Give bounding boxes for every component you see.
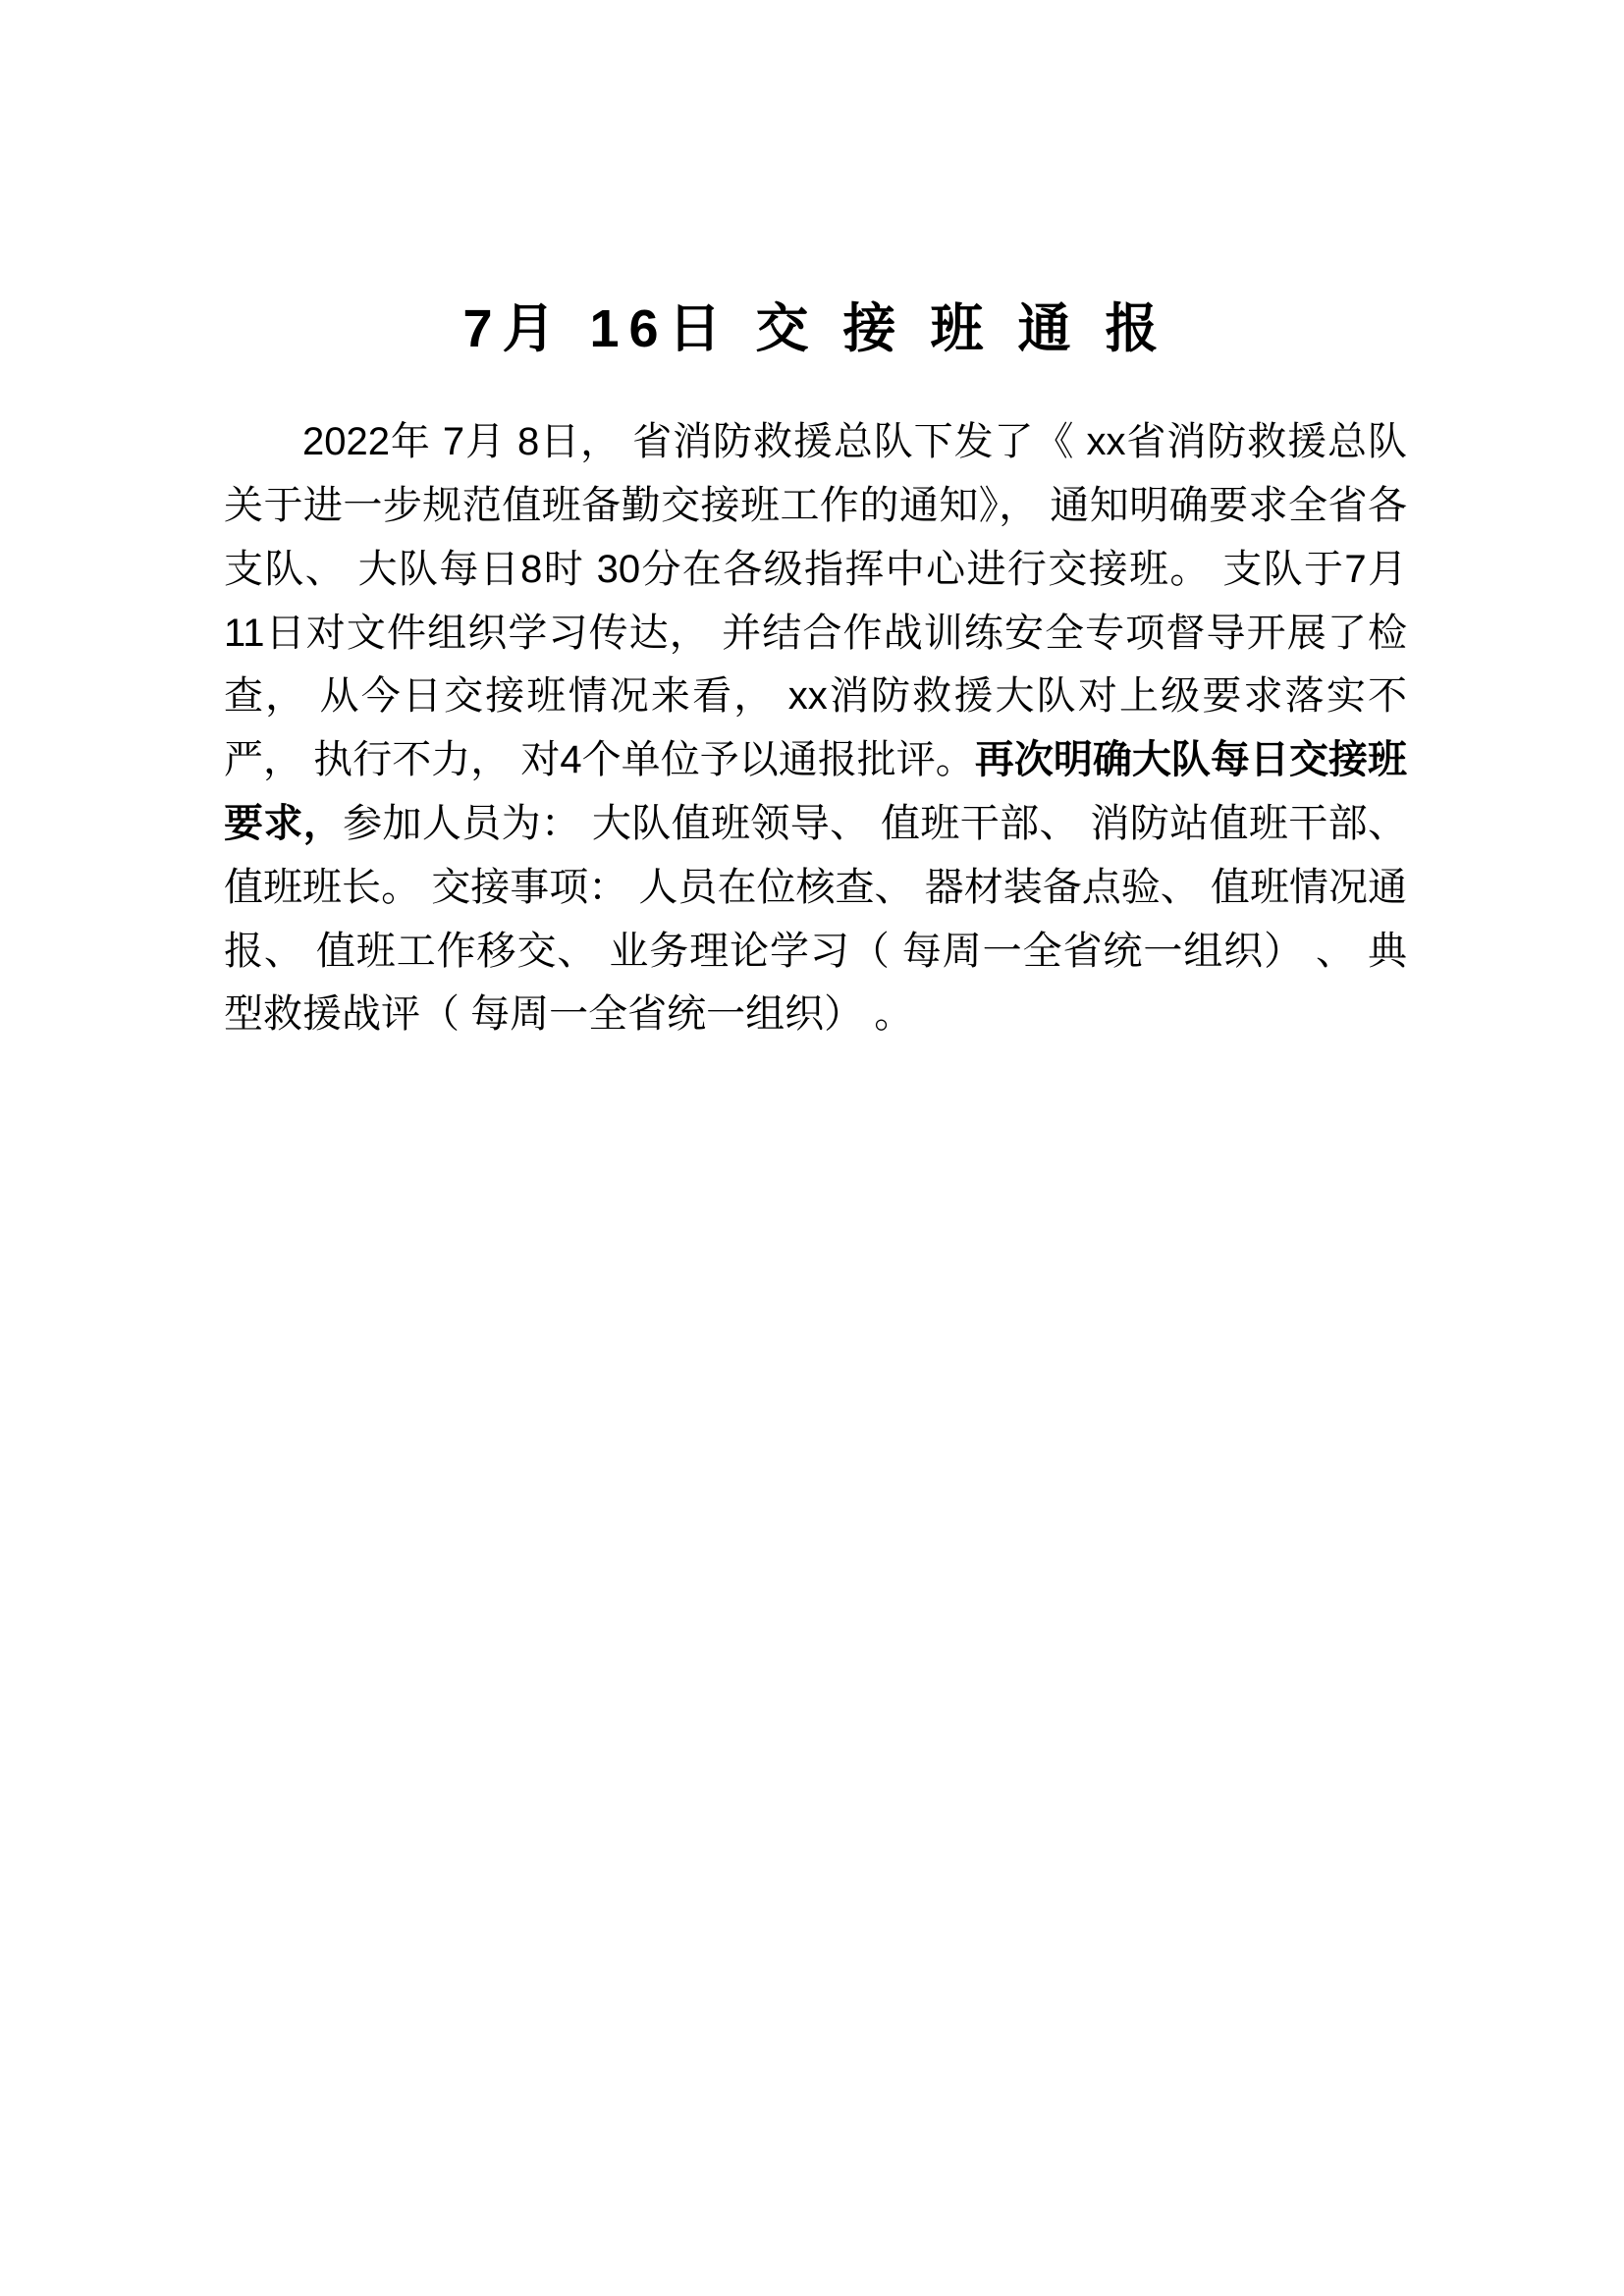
document-paragraph xyxy=(224,410,1407,1046)
paragraph-text-part-1: 2022年 7月 8日， 省消防救援总队下发了《 xx省消防救援总队关于进一步规范值班备勤交接班工作的通知》， 通知明确要求全省各支队、 大队每日8时 30分在各级指挥中心进行交接班。 支队于7月 11日对文件组织学习传达， 并结合作战训练安全专项督导开展了检查， 从今日交接班情况来看， xx消防救援大队对上级要求落实不严， 执行不力， 对4个单位予以通报批评。 xyxy=(224,420,1407,782)
paragraph-text-part-2: 参加人员为： 大队值班领导、 值班干部、 消防站值班干部、 值班班长。 交接事项： 人员在位核查、 器材装备点验、 值班情况通报、 值班工作移交、 业务理论学习（ 每周一全省统一组织） 、 典型救援战评（ 每周一全省统一组织） 。 xyxy=(224,801,1408,1037)
paragraph-emphasis: 再次明确大队每日交接班要求， xyxy=(224,738,1407,845)
document-body xyxy=(224,294,1407,1046)
page-title: 7月 16日 交 接 班 通 报 xyxy=(462,299,1168,358)
